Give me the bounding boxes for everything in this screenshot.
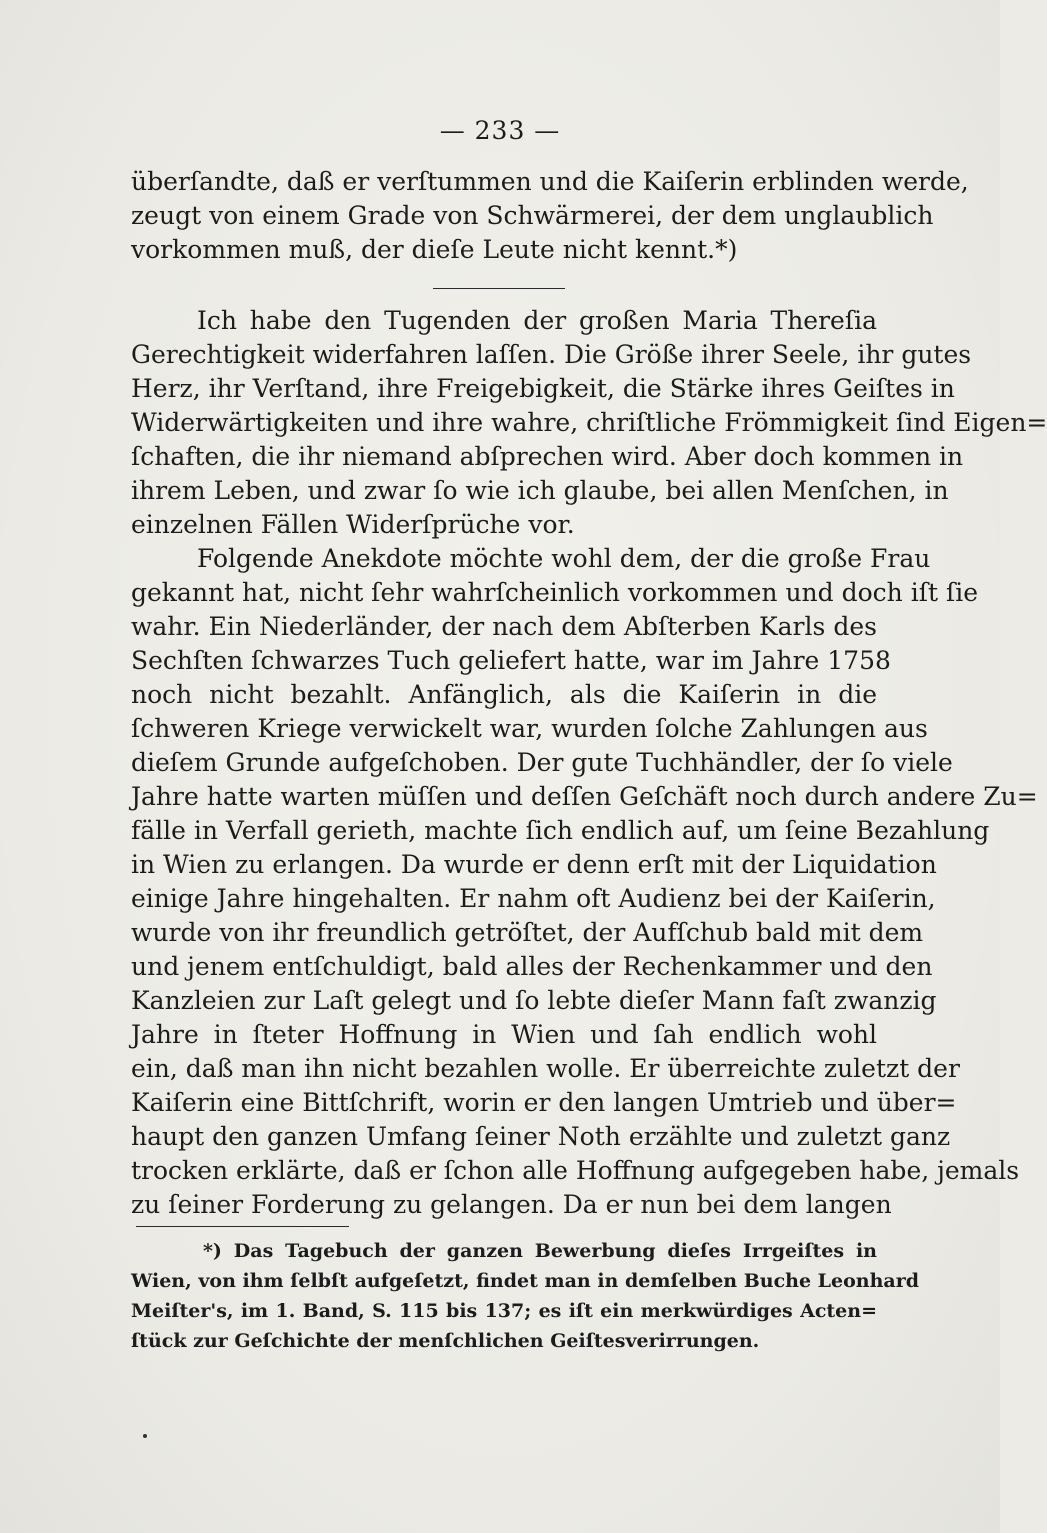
body-line: in Wien zu erlangen. Da wurde er denn erſt mit der Liquidation — [131, 850, 937, 879]
body-line: überſandte, daß er verſtummen und die Kaiſerin erblinden werde, — [131, 167, 969, 196]
footnote-line: ſtück zur Geſchichte der menſchlichen Geiſtesverirrungen. — [131, 1330, 760, 1352]
body-line: zeugt von einem Grade von Schwärmerei, der dem unglaublich — [131, 201, 934, 230]
footnote-line: Wien, von ihm ſelbſt aufgeſetzt, findet man in demſelben Buche Leonhard — [131, 1270, 920, 1292]
body-line: wurde von ihr freundlich getröſtet, der Aufſchub bald mit dem — [131, 918, 924, 947]
body-line: Widerwärtigkeiten und ihre wahre, chriſtliche Frömmigkeit ſind Eigen= — [131, 408, 1047, 437]
body-line: Jahre in ſteter Hoffnung in Wien und ſah endlich wohl — [131, 1020, 877, 1049]
body-line: gekannt hat, nicht ſehr wahrſcheinlich vorkommen und doch iſt ſie — [131, 578, 978, 607]
footnote-rule — [136, 1226, 349, 1227]
body-line: trocken erklärte, daß er ſchon alle Hoffnung aufgegeben habe, jemals — [131, 1156, 1020, 1185]
body-line: noch nicht bezahlt. Anfänglich, als die Kaiſerin in die — [131, 680, 877, 709]
body-line: Jahre hatte warten müſſen und deſſen Geſchäft noch durch andere Zu= — [131, 782, 1038, 811]
body-line: fälle in Verfall gerieth, machte ſich endlich auf, um ſeine Bezahlung — [131, 816, 990, 845]
body-line: Herz, ihr Verſtand, ihre Freigebigkeit, die Stärke ihres Geiſtes in — [131, 374, 955, 403]
body-line: Sechſten ſchwarzes Tuch geliefert hatte, war im Jahre 1758 — [131, 646, 891, 675]
body-line: einige Jahre hingehalten. Er nahm oft Audienz bei der Kaiſerin, — [131, 884, 936, 913]
body-line: haupt den ganzen Umfang ſeiner Noth erzählte und zuletzt ganz — [131, 1122, 951, 1151]
body-line: einzelnen Fällen Widerſprüche vor. — [131, 510, 575, 539]
section-separator-rule — [433, 288, 565, 289]
footnote-line: *) Das Tagebuch der ganzen Bewerbung dieſes Irrgeiſtes in — [203, 1240, 877, 1262]
body-line: und jenem entſchuldigt, bald alles der Rechenkammer und den — [131, 952, 933, 981]
body-line: ſchaften, die ihr niemand abſprechen wird. Aber doch kommen in — [131, 442, 964, 471]
body-line: vorkommen muß, der dieſe Leute nicht kennt.*) — [131, 235, 738, 264]
body-line: Ich habe den Tugenden der großen Maria Thereſia — [197, 306, 877, 335]
footnote-line: Meiſter's, im 1. Band, S. 115 bis 137; es iſt ein merkwürdiges Acten= — [131, 1300, 877, 1322]
body-line: dieſem Grunde aufgeſchoben. Der gute Tuchhändler, der ſo viele — [131, 748, 953, 777]
body-line: wahr. Ein Niederländer, der nach dem Abſterben Karls des — [131, 612, 877, 641]
body-line: Kanzleien zur Laſt gelegt und ſo lebte dieſer Mann faſt zwanzig — [131, 986, 937, 1015]
body-line: Kaiſerin eine Bittſchrift, worin er den langen Umtrieb und über= — [131, 1088, 957, 1117]
body-line: ihrem Leben, und zwar ſo wie ich glaube, bei allen Menſchen, in — [131, 476, 949, 505]
page-number: — 233 — — [439, 116, 561, 145]
body-line: ſchweren Kriege verwickelt war, wurden ſolche Zahlungen aus — [131, 714, 928, 743]
body-line: zu ſeiner Forderung zu gelangen. Da er nun bei dem langen — [131, 1190, 892, 1219]
ink-speck — [143, 1434, 147, 1438]
body-line: Folgende Anekdote möchte wohl dem, der die große Frau — [197, 544, 931, 573]
body-line: Gerechtigkeit widerfahren laſſen. Die Größe ihrer Seele, ihr gutes — [131, 340, 972, 369]
body-line: ein, daß man ihn nicht bezahlen wolle. Er überreichte zuletzt der — [131, 1054, 960, 1083]
